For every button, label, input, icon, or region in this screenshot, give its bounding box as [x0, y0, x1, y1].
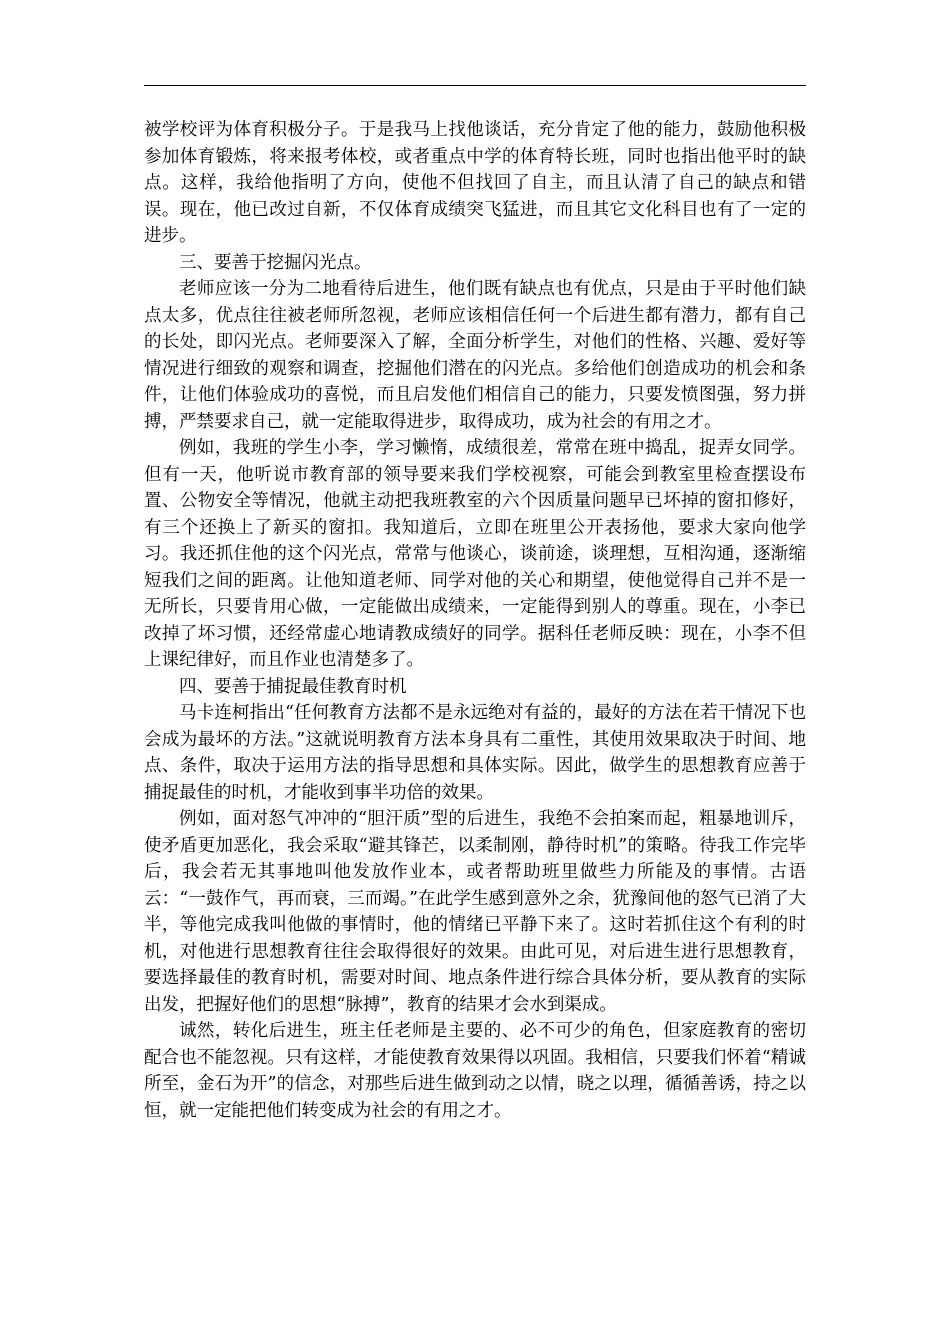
paragraph: 例如，我班的学生小李，学习懒惰，成绩很差，常常在班中捣乱，捉弄女同学。但有一天，他听说市教育部的领导要来我们学校视察，可能会到教室里检查摆设布置、公物安全等情况，他就主动把我班教室的六个因质量问题早已坏掉的窗扣修好，有三个还换上了新买的窗扣。我知道后，立即在班里公开表扬他，要求大家向他学习。我还抓住他的这个闪光点，常常与他谈心，谈前途，谈理想，互相沟通，逐渐缩短我们之间的距离。让他知道老师、同学对他的关心和期望，使他觉得自己并不是一无所长，只要肯用心做，一定能做出成绩来，一定能得到别人的尊重。现在，小李已改掉了坏习惯，还经常虚心地请教成绩好的同学。据科任老师反映：现在，小李不但上课纪律好，而且作业也清楚多了。	[144, 438, 806, 670]
paragraph-continuation: 被学校评为体育积极分子。于是我马上找他谈话，充分肯定了他的能力，鼓励他积极参加体育锻炼，将来报考体校，或者重点中学的体育特长班，同时也指出他平时的缺点。这样，我给他指明了方向，使他不但找回了自主，而且认清了自己的缺点和错误。现在，他已改过自新，不仅体育成绩突飞猛进，而且其它文化科目也有了一定的进步。	[144, 120, 806, 246]
section-heading-3: 三、要善于挖掘闪光点。	[179, 252, 372, 273]
section-heading-4: 四、要善于捕捉最佳教育时机	[179, 676, 407, 697]
paragraph: 老师应该一分为二地看待后进生，他们既有缺点也有优点，只是由于平时他们缺点太多，优点往往被老师所忽视，老师应该相信任何一个后进生都有潜力，都有自己的长处，即闪光点。老师要深入了解，全面分析学生，对他们的性格、兴趣、爱好等情况进行细致的观察和调查，挖掘他们潜在的闪光点。多给他们创造成功的机会和条件，让他们体验成功的喜悦，而且启发他们相信自己的能力，只要发愤图强，努力拼搏，严禁要求自己，就一定能取得进步，取得成功，成为社会的有用之才。	[144, 279, 806, 432]
paragraph: 例如，面对怒气冲冲的“胆汗质”型的后进生，我绝不会拍案而起，粗暴地训斥，使矛盾更加恶化，我会采取“避其锋芒，以柔制刚，静待时机”的策略。待我工作完毕后，我会若无其事地叫他发放作业本，或者帮助班里做些力所能及的事情。古语云：“一鼓作气，再而衰，三而竭。”在此学生感到意外之余，犹豫间他的怒气已消了大半，等他完成我叫他做的事情时，他的情绪已平静下来了。这时若抓住这个有利的时机，对他进行思想教育往往会取得很好的效果。由此可见，对后进生进行思想教育，要选择最佳的教育时机，需要对时间、地点条件进行综合具体分析，要从教育的实际出发，把握好他们的思想“脉搏”，教育的结果才会水到渠成。	[144, 809, 806, 1015]
paragraph: 马卡连柯指出“任何教育方法都不是永远绝对有益的，最好的方法在若干情况下也会成为最坏的方法。”这就说明教育方法本身具有二重性，其使用效果取决于时间、地点、条件，取决于运用方法的指导思想和具体实际。因此，做学生的思想教育应善于捕捉最佳的时机，才能收到事半功倍的效果。	[144, 703, 806, 803]
document-body	[144, 117, 806, 1124]
paragraph: 诚然，转化后进生，班主任老师是主要的、必不可少的角色，但家庭教育的密切配合也不能忽视。只有这样，才能使教育效果得以巩固。我相信，只要我们怀着“精诚所至，金石为开”的信念，对那些后进生做到动之以情，晓之以理，循循善诱，持之以恒，就一定能把他们转变成为社会的有用之才。	[144, 1021, 806, 1121]
header-rule	[144, 85, 806, 86]
